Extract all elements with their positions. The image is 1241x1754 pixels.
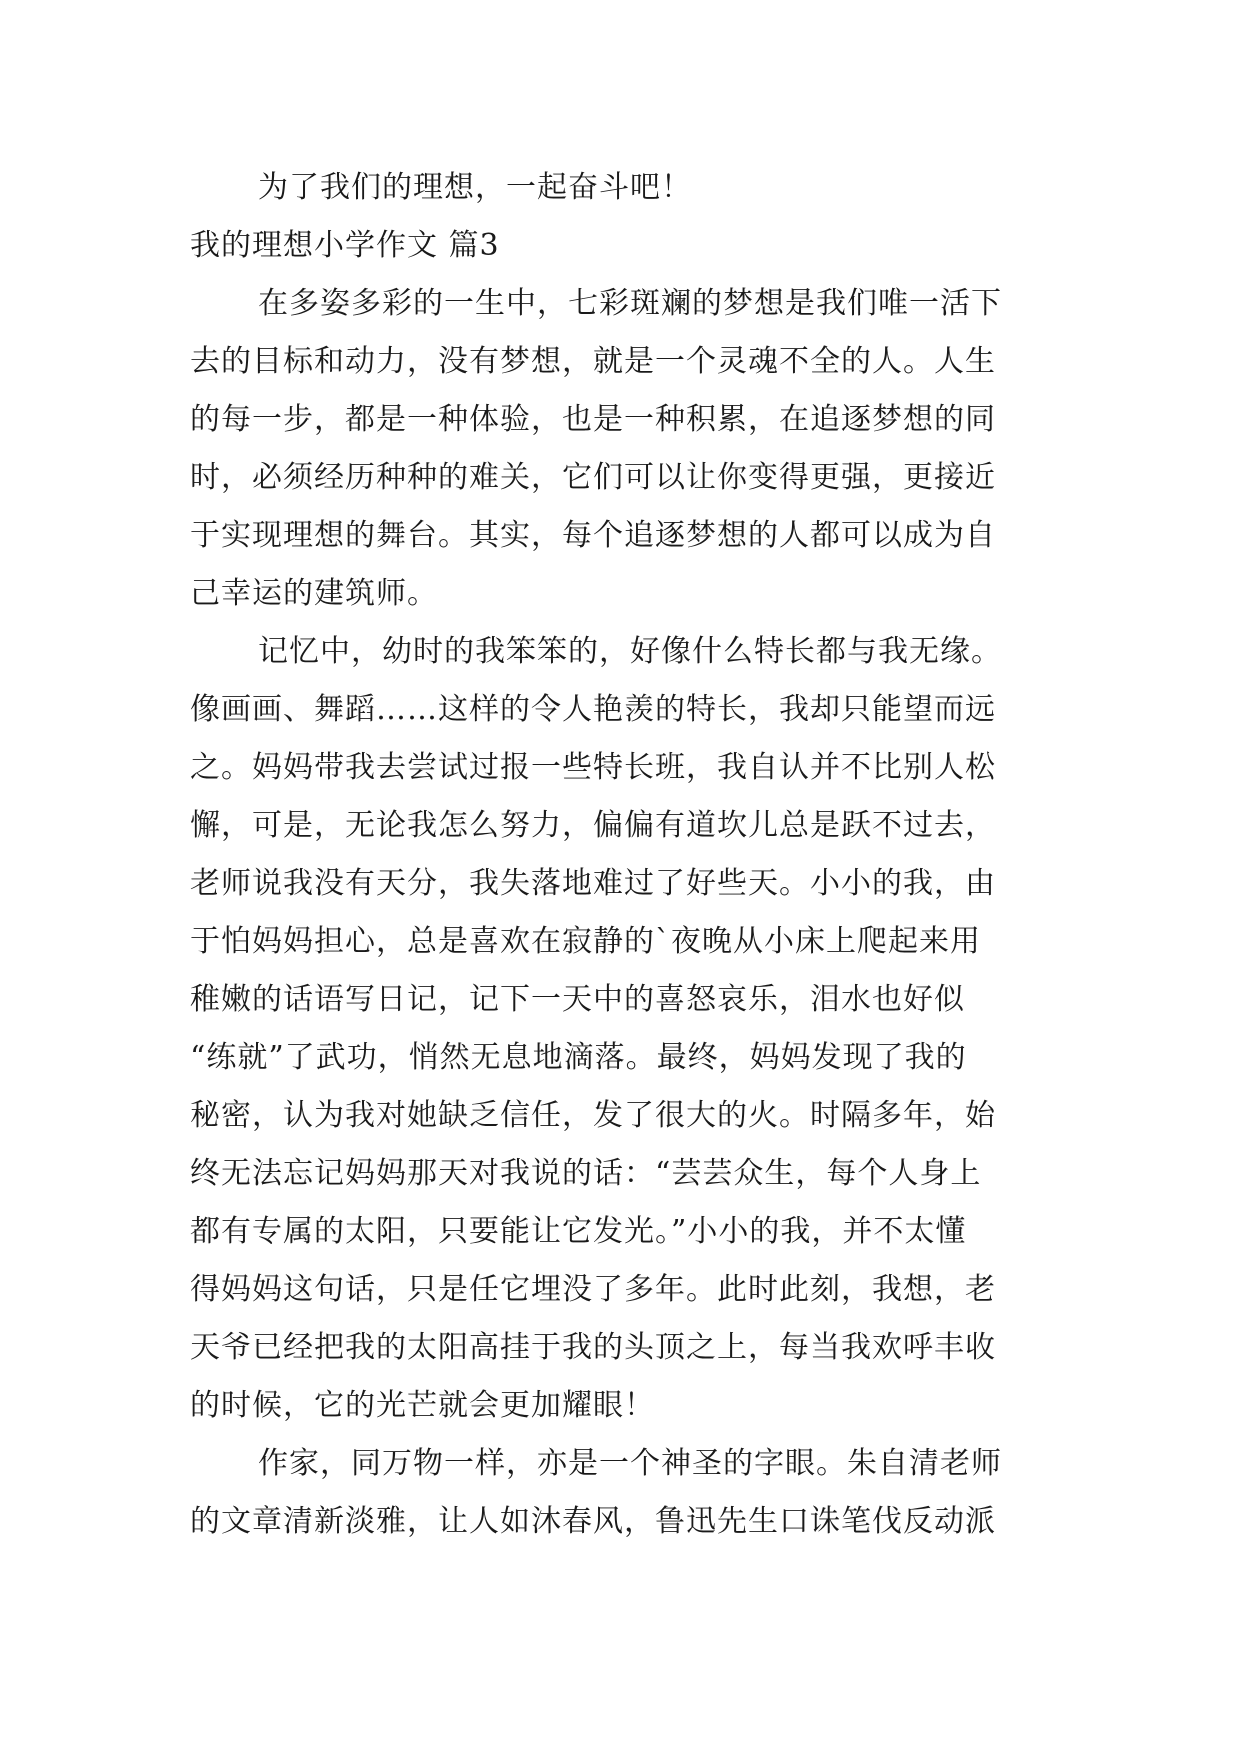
paragraph-line: 懈，可是，无论我怎么努力，偏偏有道坎儿总是跃不过去， [190, 808, 996, 843]
paragraph-line: 的文章清新淡雅，让人如沐春风，鲁迅先生口诛笔伐反动派 [190, 1504, 996, 1539]
paragraph-line: 时，必须经历种种的难关，它们可以让你变得更强，更接近 [190, 460, 996, 495]
paragraph-line: 像画画、舞蹈……这样的令人艳羡的特长，我却只能望而远 [190, 692, 996, 727]
paragraph-line: 秘密，认为我对她缺乏信任，发了很大的火。时隔多年，始 [190, 1098, 996, 1133]
paragraph-line: 天爷已经把我的太阳高挂于我的头顶之上，每当我欢呼丰收 [190, 1330, 996, 1365]
paragraph-line: 终无法忘记妈妈那天对我说的话：“芸芸众生，每个人身上 [190, 1156, 982, 1191]
paragraph-line: 于实现理想的舞台。其实，每个追逐梦想的人都可以成为自 [190, 518, 996, 553]
paragraph-line: 老师说我没有天分，我失落地难过了好些天。小小的我，由 [190, 866, 996, 901]
paragraph-line: “练就”了武功，悄然无息地滴落。最终，妈妈发现了我的 [190, 1040, 967, 1075]
paragraph-line: 之。妈妈带我去尝试过报一些特长班，我自认并不比别人松 [190, 750, 996, 785]
paragraph-line: 己幸运的建筑师。 [190, 576, 438, 611]
paragraph-line: 稚嫩的话语写日记，记下一天中的喜怒哀乐，泪水也好似 [190, 982, 965, 1017]
paragraph-line: 的每一步，都是一种体验，也是一种积累，在追逐梦想的同 [190, 402, 996, 437]
paragraph-line: 的时候，它的光芒就会更加耀眼！ [190, 1388, 655, 1423]
paragraph-line: 记忆中，幼时的我笨笨的，好像什么特长都与我无缘。 [258, 634, 1002, 669]
paragraph-line: 得妈妈这句话，只是任它埋没了多年。此时此刻，我想，老 [190, 1272, 996, 1307]
paragraph-line: 都有专属的太阳，只要能让它发光。”小小的我，并不太懂 [190, 1214, 967, 1249]
section-heading: 我的理想小学作文 篇3 [190, 228, 500, 263]
paragraph-line: 于怕妈妈担心，总是喜欢在寂静的`夜晚从小床上爬起来用 [190, 924, 981, 959]
closing-line: 为了我们的理想，一起奋斗吧！ [258, 170, 692, 205]
paragraph-line: 在多姿多彩的一生中，七彩斑斓的梦想是我们唯一活下 [258, 286, 1002, 321]
paragraph-line: 作家，同万物一样，亦是一个神圣的字眼。朱自清老师 [258, 1446, 1002, 1481]
paragraph-line: 去的目标和动力，没有梦想，就是一个灵魂不全的人。人生 [190, 344, 996, 379]
